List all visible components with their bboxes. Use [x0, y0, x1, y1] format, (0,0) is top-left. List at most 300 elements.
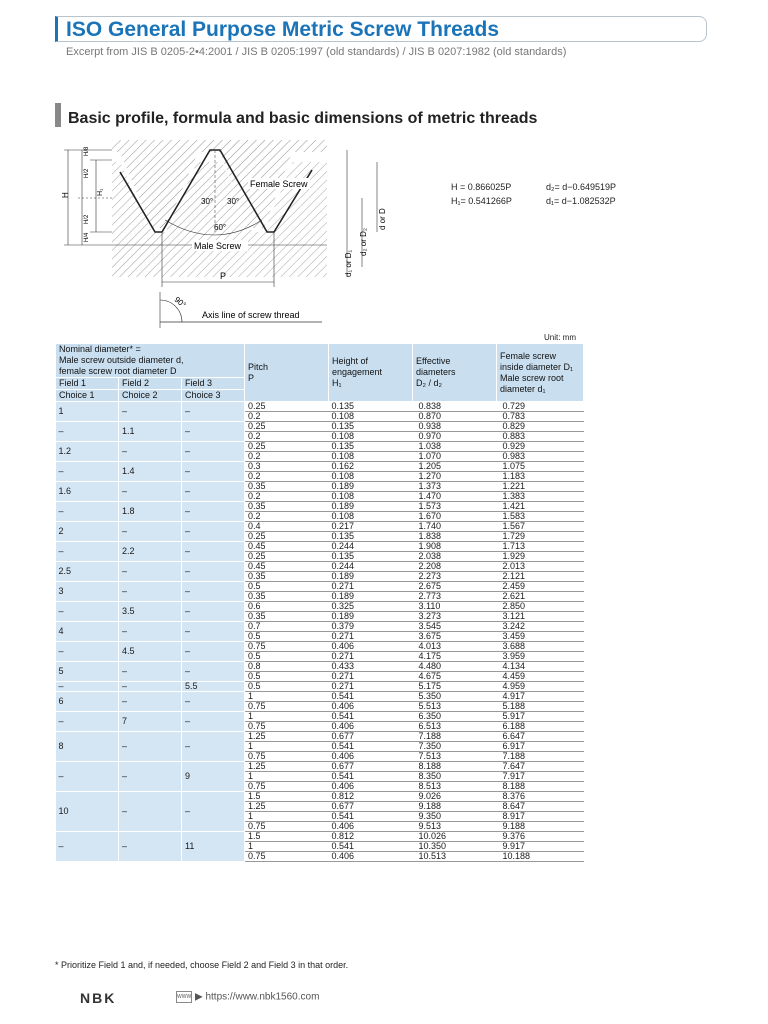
nominal-f1-cell: 4 — [56, 622, 119, 642]
height-header: Height of engagement H₁ — [329, 344, 413, 402]
table-row — [56, 442, 584, 452]
effective-diameter-cell: 1.270 — [413, 472, 497, 482]
inside-diameter-cell: 7.188 — [497, 752, 584, 762]
height-cell: 0.135 — [329, 552, 413, 562]
height-cell: 0.271 — [329, 632, 413, 642]
inside-diameter-cell: 5.188 — [497, 702, 584, 712]
inside-diameter-cell: 3.121 — [497, 612, 584, 622]
nominal-f2-cell: 7 — [119, 712, 182, 732]
nominal-f2-cell: – — [119, 692, 182, 712]
choice3-header: Choice 3 — [182, 390, 245, 402]
table-row — [56, 562, 584, 572]
male-screw-label: Male Screw — [194, 241, 242, 251]
nominal-f3-cell: 11 — [182, 832, 245, 862]
pitch-cell: 0.75 — [245, 852, 329, 862]
website-url[interactable]: ▶ https://www.nbk1560.com — [195, 991, 320, 1003]
effective-diameter-cell: 4.675 — [413, 672, 497, 682]
svg-text:H/8: H/8 — [84, 146, 90, 156]
inside-diameter-cell: 8.647 — [497, 802, 584, 812]
table-row — [56, 422, 584, 432]
inside-diameter-cell: 2.850 — [497, 602, 584, 612]
nominal-f2-cell: – — [119, 622, 182, 642]
pitch-cell: 0.6 — [245, 602, 329, 612]
height-cell: 0.189 — [329, 482, 413, 492]
pitch-cell: 0.25 — [245, 442, 329, 452]
effective-diameter-cell: 0.838 — [413, 402, 497, 412]
nominal-f2-cell: – — [119, 562, 182, 582]
effective-diameter-cell: 5.175 — [413, 682, 497, 692]
nominal-f2-cell: 4.5 — [119, 642, 182, 662]
unit-label: Unit: mm — [544, 333, 576, 342]
pitch-cell: 0.45 — [245, 542, 329, 552]
height-cell: 0.217 — [329, 522, 413, 532]
effective-diameter-cell: 1.038 — [413, 442, 497, 452]
table-row — [56, 682, 584, 692]
height-cell: 0.108 — [329, 432, 413, 442]
nominal-f2-cell: – — [119, 792, 182, 832]
height-cell: 0.325 — [329, 602, 413, 612]
height-cell: 0.108 — [329, 452, 413, 462]
inside-diameter-cell: 9.376 — [497, 832, 584, 842]
inside-diameter-cell: 4.134 — [497, 662, 584, 672]
nominal-f3-cell: – — [182, 422, 245, 442]
inside-diameter-cell: 8.188 — [497, 782, 584, 792]
nominal-f3-cell: 9 — [182, 762, 245, 792]
effective-diameter-cell: 8.350 — [413, 772, 497, 782]
nominal-f3-cell: – — [182, 642, 245, 662]
pitch-cell: 1.25 — [245, 802, 329, 812]
pitch-cell: 0.75 — [245, 642, 329, 652]
nominal-f2-cell: – — [119, 662, 182, 682]
height-cell: 0.135 — [329, 402, 413, 412]
nominal-f3-cell: – — [182, 542, 245, 562]
nominal-f1-cell: – — [56, 682, 119, 692]
pitch-cell: 0.45 — [245, 562, 329, 572]
height-cell: 0.108 — [329, 492, 413, 502]
height-cell: 0.189 — [329, 592, 413, 602]
pitch-cell: 0.75 — [245, 822, 329, 832]
nominal-f3-cell: – — [182, 732, 245, 762]
effective-diameter-cell: 2.675 — [413, 582, 497, 592]
height-cell: 0.541 — [329, 712, 413, 722]
nominal-f2-cell: – — [119, 482, 182, 502]
effective-diameter-cell: 1.070 — [413, 452, 497, 462]
nominal-f1-cell: – — [56, 832, 119, 862]
pitch-cell: 1 — [245, 692, 329, 702]
svg-text:H: H — [61, 192, 70, 198]
inside-diameter-cell: 1.929 — [497, 552, 584, 562]
effective-diameter-cell: 2.038 — [413, 552, 497, 562]
table-row — [56, 622, 584, 632]
effective-diameter-cell: 6.350 — [413, 712, 497, 722]
height-cell: 0.812 — [329, 792, 413, 802]
effective-diameter-cell: 4.013 — [413, 642, 497, 652]
nominal-f3-cell: – — [182, 502, 245, 522]
nominal-f2-cell: 1.8 — [119, 502, 182, 522]
height-cell: 0.271 — [329, 682, 413, 692]
inside-diameter-cell: 2.013 — [497, 562, 584, 572]
effective-diameter-cell: 6.513 — [413, 722, 497, 732]
table-row — [56, 582, 584, 592]
nominal-f3-cell: – — [182, 602, 245, 622]
pitch-cell: 0.25 — [245, 532, 329, 542]
effective-diameter-cell: 3.273 — [413, 612, 497, 622]
effective-diameter-cell: 5.513 — [413, 702, 497, 712]
svg-text:H/4: H/4 — [84, 232, 90, 242]
effective-diameter-cell: 4.480 — [413, 662, 497, 672]
effective-diameter-cell: 10.513 — [413, 852, 497, 862]
inside-diameter-cell: 1.221 — [497, 482, 584, 492]
inside-diameter-cell: 3.242 — [497, 622, 584, 632]
inside-diameter-cell: 10.188 — [497, 852, 584, 862]
pitch-cell: 0.4 — [245, 522, 329, 532]
inside-diameter-cell: 9.917 — [497, 842, 584, 852]
inside-diameter-cell: 8.376 — [497, 792, 584, 802]
inside-diameter-cell: 4.459 — [497, 672, 584, 682]
title-box — [55, 16, 707, 42]
height-cell: 0.406 — [329, 752, 413, 762]
footnote: * Prioritize Field 1 and, if needed, choose Field 2 and Field 3 in that order. — [55, 960, 349, 970]
nominal-f2-cell: – — [119, 762, 182, 792]
effective-diameter-cell: 0.870 — [413, 412, 497, 422]
table-row — [56, 482, 584, 492]
effective-diameter-cell: 8.513 — [413, 782, 497, 792]
nominal-header: Nominal diameter* = Male screw outside diameter d, female screw root diameter D — [56, 344, 245, 378]
inside-diameter-cell: 1.075 — [497, 462, 584, 472]
svg-text:P: P — [220, 271, 227, 281]
nominal-f3-cell: – — [182, 662, 245, 682]
effective-header: Effective diameters D₂ / d₂ — [413, 344, 497, 402]
effective-diameter-cell: 1.373 — [413, 482, 497, 492]
pitch-cell: 1.25 — [245, 732, 329, 742]
height-cell: 0.677 — [329, 762, 413, 772]
height-cell: 0.271 — [329, 582, 413, 592]
inside-diameter-cell: 0.783 — [497, 412, 584, 422]
pitch-cell: 0.35 — [245, 612, 329, 622]
inside-diameter-cell: 1.729 — [497, 532, 584, 542]
table-row — [56, 502, 584, 512]
height-cell: 0.135 — [329, 442, 413, 452]
nominal-f2-cell: – — [119, 582, 182, 602]
height-cell: 0.271 — [329, 652, 413, 662]
pitch-cell: 1 — [245, 842, 329, 852]
nominal-f3-cell: – — [182, 582, 245, 602]
effective-diameter-cell: 7.513 — [413, 752, 497, 762]
inside-diameter-cell: 2.621 — [497, 592, 584, 602]
nominal-f1-cell: – — [56, 712, 119, 732]
effective-diameter-cell: 3.110 — [413, 602, 497, 612]
female-screw-label: Female Screw — [250, 179, 308, 189]
nominal-f2-cell: – — [119, 832, 182, 862]
inside-diameter-cell: 0.883 — [497, 432, 584, 442]
nominal-f1-cell: 2.5 — [56, 562, 119, 582]
inside-diameter-cell: 4.959 — [497, 682, 584, 692]
svg-text:d₂ or D₂: d₂ or D₂ — [359, 228, 368, 256]
effective-diameter-cell: 7.188 — [413, 732, 497, 742]
height-cell: 0.108 — [329, 512, 413, 522]
pitch-cell: 0.25 — [245, 422, 329, 432]
inside-diameter-cell: 6.188 — [497, 722, 584, 732]
table-row — [56, 832, 584, 842]
inside-diameter-cell: 5.917 — [497, 712, 584, 722]
effective-diameter-cell: 1.470 — [413, 492, 497, 502]
nominal-f1-cell: 10 — [56, 792, 119, 832]
brand-logo: NBK — [80, 990, 117, 1006]
pitch-cell: 0.8 — [245, 662, 329, 672]
table-row — [56, 602, 584, 612]
nominal-f1-cell: 1.2 — [56, 442, 119, 462]
nominal-f3-cell: – — [182, 692, 245, 712]
height-cell: 0.135 — [329, 532, 413, 542]
table-row — [56, 712, 584, 722]
inside-diameter-cell: 0.729 — [497, 402, 584, 412]
nominal-f2-cell: 3.5 — [119, 602, 182, 622]
effective-diameter-cell: 1.838 — [413, 532, 497, 542]
height-cell: 0.379 — [329, 622, 413, 632]
pitch-cell: 1.5 — [245, 792, 329, 802]
nominal-f3-cell: – — [182, 482, 245, 502]
height-cell: 0.812 — [329, 832, 413, 842]
height-cell: 0.541 — [329, 812, 413, 822]
pitch-cell: 0.35 — [245, 572, 329, 582]
section-marker — [55, 103, 61, 127]
pitch-cell: 1.25 — [245, 762, 329, 772]
inside-diameter-cell: 0.929 — [497, 442, 584, 452]
height-cell: 0.406 — [329, 852, 413, 862]
effective-diameter-cell: 1.670 — [413, 512, 497, 522]
pitch-cell: 1 — [245, 742, 329, 752]
effective-diameter-cell: 9.188 — [413, 802, 497, 812]
inside-diameter-cell: 1.713 — [497, 542, 584, 552]
www-icon: WWW — [176, 991, 192, 1003]
pitch-cell: 0.5 — [245, 682, 329, 692]
height-cell: 0.189 — [329, 572, 413, 582]
pitch-cell: 1 — [245, 712, 329, 722]
table-row — [56, 692, 584, 702]
pitch-cell: 0.35 — [245, 482, 329, 492]
pitch-cell: 0.5 — [245, 582, 329, 592]
height-cell: 0.135 — [329, 422, 413, 432]
formula-d2: d₂= d−0.649519P — [546, 182, 617, 192]
pitch-cell: 1.5 — [245, 832, 329, 842]
nominal-f2-cell: 1.4 — [119, 462, 182, 482]
table-row — [56, 662, 584, 672]
inside-diameter-cell: 3.688 — [497, 642, 584, 652]
nominal-f3-cell: – — [182, 792, 245, 832]
thread-profile-diagram — [52, 132, 402, 332]
table-row — [56, 762, 584, 772]
nominal-f1-cell: 2 — [56, 522, 119, 542]
nominal-f1-cell: 3 — [56, 582, 119, 602]
inside-diameter-cell: 0.983 — [497, 452, 584, 462]
height-cell: 0.271 — [329, 672, 413, 682]
effective-diameter-cell: 10.026 — [413, 832, 497, 842]
effective-diameter-cell: 1.908 — [413, 542, 497, 552]
nominal-f1-cell: – — [56, 762, 119, 792]
effective-diameter-cell: 10.350 — [413, 842, 497, 852]
nominal-f3-cell: 5.5 — [182, 682, 245, 692]
nominal-f2-cell: 2.2 — [119, 542, 182, 562]
nominal-f1-cell: 1 — [56, 402, 119, 422]
effective-diameter-cell: 2.273 — [413, 572, 497, 582]
effective-diameter-cell: 4.175 — [413, 652, 497, 662]
inside-diameter-cell: 1.567 — [497, 522, 584, 532]
effective-diameter-cell: 9.513 — [413, 822, 497, 832]
nominal-f2-cell: – — [119, 522, 182, 542]
inside-diameter-cell: 1.183 — [497, 472, 584, 482]
pitch-cell: 0.75 — [245, 722, 329, 732]
svg-text:H/2: H/2 — [84, 168, 90, 178]
inside-diameter-cell: 2.121 — [497, 572, 584, 582]
field2-header: Field 2 — [119, 378, 182, 390]
page-subtitle: Excerpt from JIS B 0205-2•4:2001 / JIS B 0205:1997 (old standards) / JIS B 0207:1982 (old standards) — [66, 46, 567, 58]
height-cell: 0.406 — [329, 822, 413, 832]
formula-block — [451, 180, 616, 208]
table-row — [56, 522, 584, 532]
pitch-cell: 0.75 — [245, 752, 329, 762]
height-cell: 0.189 — [329, 502, 413, 512]
pitch-cell: 0.2 — [245, 472, 329, 482]
pitch-cell: 0.2 — [245, 492, 329, 502]
nominal-f3-cell: – — [182, 442, 245, 462]
table-row — [56, 792, 584, 802]
inside-diameter-cell: 1.583 — [497, 512, 584, 522]
effective-diameter-cell: 7.350 — [413, 742, 497, 752]
nominal-f2-cell: – — [119, 732, 182, 762]
nominal-f1-cell: – — [56, 602, 119, 622]
field1-header: Field 1 — [56, 378, 119, 390]
inside-diameter-cell: 3.959 — [497, 652, 584, 662]
formula-H1: H₁= 0.541266P — [451, 196, 512, 206]
inside-diameter-cell: 9.188 — [497, 822, 584, 832]
inside-diameter-cell: 4.917 — [497, 692, 584, 702]
height-cell: 0.244 — [329, 562, 413, 572]
pitch-cell: 1 — [245, 812, 329, 822]
effective-diameter-cell: 3.545 — [413, 622, 497, 632]
table-row — [56, 642, 584, 652]
height-cell: 0.433 — [329, 662, 413, 672]
nominal-f1-cell: 8 — [56, 732, 119, 762]
height-cell: 0.406 — [329, 702, 413, 712]
effective-diameter-cell: 2.773 — [413, 592, 497, 602]
pitch-cell: 0.2 — [245, 412, 329, 422]
axis-line-label: Axis line of screw thread — [202, 310, 300, 320]
pitch-cell: 1 — [245, 772, 329, 782]
height-cell: 0.108 — [329, 472, 413, 482]
nominal-f2-cell: 1.1 — [119, 422, 182, 442]
nominal-f1-cell: – — [56, 642, 119, 662]
pitch-cell: 0.5 — [245, 672, 329, 682]
effective-diameter-cell: 1.740 — [413, 522, 497, 532]
nominal-f1-cell: 5 — [56, 662, 119, 682]
height-cell: 0.541 — [329, 692, 413, 702]
height-cell: 0.406 — [329, 782, 413, 792]
height-cell: 0.541 — [329, 772, 413, 782]
height-cell: 0.541 — [329, 742, 413, 752]
page-title: ISO General Purpose Metric Screw Threads — [66, 18, 499, 41]
nominal-f2-cell: – — [119, 442, 182, 462]
field3-header: Field 3 — [182, 378, 245, 390]
height-cell: 0.677 — [329, 802, 413, 812]
inside-diameter-cell: 2.459 — [497, 582, 584, 592]
choice1-header: Choice 1 — [56, 390, 119, 402]
nominal-f3-cell: – — [182, 462, 245, 482]
height-cell: 0.244 — [329, 542, 413, 552]
inside-diameter-cell: 6.647 — [497, 732, 584, 742]
pitch-cell: 0.7 — [245, 622, 329, 632]
section-title: Basic profile, formula and basic dimensions of metric threads — [68, 110, 538, 127]
table-row — [56, 732, 584, 742]
nominal-f1-cell: – — [56, 502, 119, 522]
svg-text:d₁ or D₁: d₁ or D₁ — [344, 249, 353, 277]
nominal-f3-cell: – — [182, 712, 245, 732]
height-cell: 0.406 — [329, 722, 413, 732]
height-cell: 0.406 — [329, 642, 413, 652]
pitch-cell: 0.2 — [245, 512, 329, 522]
female-inside-header: Female screw inside diameter D₁ Male screw root diameter d₁ — [497, 344, 584, 402]
nominal-f1-cell: 1.6 — [56, 482, 119, 502]
pitch-cell: 0.2 — [245, 452, 329, 462]
nominal-f1-cell: – — [56, 422, 119, 442]
nominal-f1-cell: – — [56, 462, 119, 482]
table-row — [56, 462, 584, 472]
effective-diameter-cell: 1.205 — [413, 462, 497, 472]
nominal-f2-cell: – — [119, 402, 182, 422]
svg-text:d or D: d or D — [378, 208, 387, 230]
effective-diameter-cell: 9.026 — [413, 792, 497, 802]
effective-diameter-cell: 0.970 — [413, 432, 497, 442]
table-row — [56, 542, 584, 552]
pitch-cell: 0.2 — [245, 432, 329, 442]
svg-text:H₁: H₁ — [97, 188, 104, 196]
inside-diameter-cell: 7.917 — [497, 772, 584, 782]
formula-d1: d₁= d−1.082532P — [546, 196, 616, 206]
effective-diameter-cell: 5.350 — [413, 692, 497, 702]
effective-diameter-cell: 2.208 — [413, 562, 497, 572]
pitch-cell: 0.25 — [245, 402, 329, 412]
pitch-cell: 0.5 — [245, 652, 329, 662]
svg-text:30°: 30° — [227, 197, 240, 206]
pitch-cell: 0.3 — [245, 462, 329, 472]
height-cell: 0.541 — [329, 842, 413, 852]
choice2-header: Choice 2 — [119, 390, 182, 402]
pitch-cell: 0.35 — [245, 592, 329, 602]
nominal-f3-cell: – — [182, 522, 245, 542]
nominal-f1-cell: – — [56, 542, 119, 562]
table-row — [56, 402, 584, 412]
inside-diameter-cell: 8.917 — [497, 812, 584, 822]
nominal-f1-cell: 6 — [56, 692, 119, 712]
thread-dimensions-table — [55, 343, 584, 862]
inside-diameter-cell: 1.383 — [497, 492, 584, 502]
formula-H: H = 0.866025P — [451, 182, 512, 192]
effective-diameter-cell: 9.350 — [413, 812, 497, 822]
website-link[interactable] — [176, 991, 319, 1003]
effective-diameter-cell: 0.938 — [413, 422, 497, 432]
nominal-f3-cell: – — [182, 402, 245, 422]
height-cell: 0.189 — [329, 612, 413, 622]
effective-diameter-cell: 8.188 — [413, 762, 497, 772]
pitch-cell: 0.25 — [245, 552, 329, 562]
inside-diameter-cell: 0.829 — [497, 422, 584, 432]
nominal-f3-cell: – — [182, 562, 245, 582]
nominal-f2-cell: – — [119, 682, 182, 692]
nominal-f3-cell: – — [182, 622, 245, 642]
inside-diameter-cell: 1.421 — [497, 502, 584, 512]
effective-diameter-cell: 3.675 — [413, 632, 497, 642]
svg-text:60°: 60° — [214, 223, 227, 232]
inside-diameter-cell: 6.917 — [497, 742, 584, 752]
